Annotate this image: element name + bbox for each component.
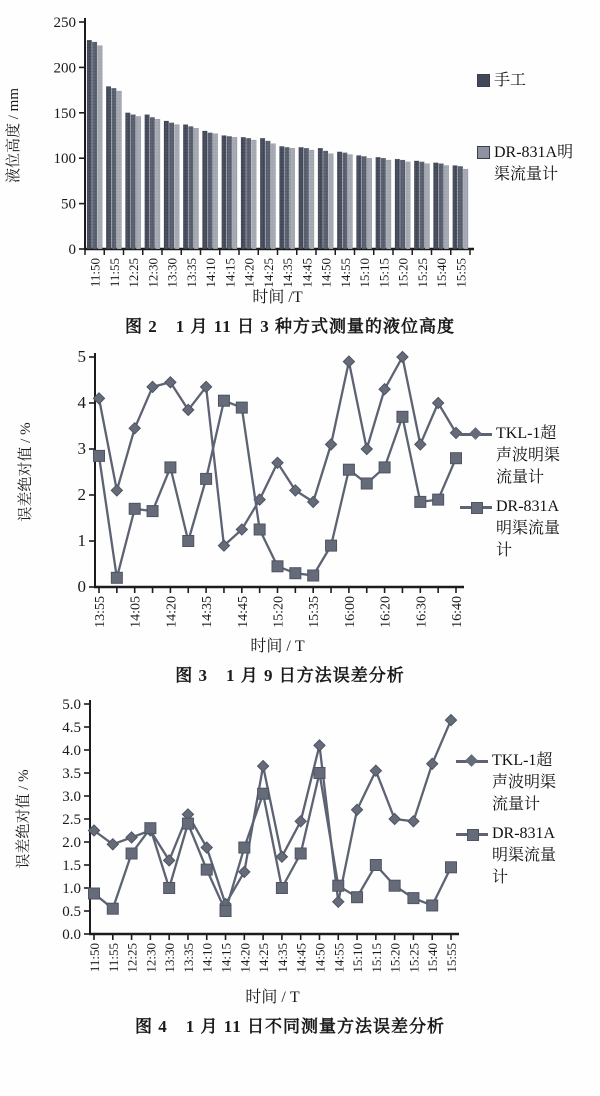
svg-text:14:50: 14:50 — [312, 943, 328, 973]
svg-text:15:25: 15:25 — [406, 943, 422, 973]
svg-text:0: 0 — [68, 242, 76, 258]
svg-text:11:50: 11:50 — [87, 258, 103, 288]
legend-label: 手工 — [494, 72, 527, 89]
svg-text:14:55: 14:55 — [331, 943, 347, 973]
svg-text:14:05: 14:05 — [128, 596, 144, 628]
svg-text:16:30: 16:30 — [414, 596, 430, 628]
svg-text:15:15: 15:15 — [368, 943, 384, 973]
svg-text:5.0: 5.0 — [62, 697, 81, 713]
svg-text:3: 3 — [77, 439, 86, 458]
svg-text:15:10: 15:10 — [350, 943, 366, 973]
svg-text:14:25: 14:25 — [260, 258, 276, 288]
svg-text:14:10: 14:10 — [203, 258, 219, 288]
svg-text:100: 100 — [53, 151, 76, 168]
svg-text:200: 200 — [53, 60, 76, 77]
svg-text:14:45: 14:45 — [299, 258, 315, 288]
figure-3 — [0, 337, 600, 686]
svg-text:14:35: 14:35 — [280, 258, 296, 288]
legend-label: TKL-1超声波明渠流量计 — [492, 752, 557, 814]
svg-text:误差绝对值 / %: 误差绝对值 / % — [16, 769, 32, 869]
figure-3-caption: 图 3 1 月 9 日方法误差分析 — [175, 666, 405, 685]
svg-text:时间 / T: 时间 / T — [245, 989, 300, 1006]
diamond-marker-icon — [460, 425, 492, 443]
svg-text:0.5: 0.5 — [62, 904, 81, 920]
svg-text:14:15: 14:15 — [222, 258, 238, 288]
svg-text:1.5: 1.5 — [62, 858, 81, 874]
svg-text:150: 150 — [53, 105, 76, 122]
svg-text:12:30: 12:30 — [143, 943, 159, 973]
svg-text:时间 / T: 时间 / T — [250, 638, 305, 655]
svg-text:14:35: 14:35 — [274, 943, 290, 973]
legend-item — [477, 70, 578, 92]
figure-4 — [0, 686, 600, 1037]
legend-figure-3 — [460, 423, 568, 562]
svg-text:2.5: 2.5 — [62, 812, 81, 828]
svg-text:15:20: 15:20 — [387, 943, 403, 973]
svg-text:误差绝对值 / %: 误差绝对值 / % — [18, 422, 34, 522]
legend-label: DR-831A明渠流量计 — [494, 144, 574, 184]
svg-text:13:35: 13:35 — [180, 943, 196, 973]
svg-text:5: 5 — [77, 347, 86, 366]
svg-text:13:30: 13:30 — [162, 943, 178, 973]
svg-text:15:40: 15:40 — [434, 258, 450, 288]
svg-text:250: 250 — [53, 15, 76, 31]
svg-text:15:20: 15:20 — [271, 596, 287, 628]
legend-figure-2 — [477, 70, 578, 186]
figure-2-caption: 图 2 1 月 11 日 3 种方式测量的液位高度 — [124, 317, 456, 336]
svg-text:11:50: 11:50 — [87, 943, 102, 973]
svg-text:2: 2 — [77, 485, 86, 504]
svg-text:15:55: 15:55 — [444, 943, 459, 973]
svg-text:4.5: 4.5 — [62, 720, 81, 736]
svg-text:14:20: 14:20 — [164, 596, 180, 628]
svg-text:4: 4 — [77, 393, 86, 412]
svg-text:14:45: 14:45 — [235, 596, 251, 628]
legend-swatch-icon — [477, 74, 490, 87]
svg-text:14:15: 14:15 — [218, 943, 234, 973]
svg-text:15:20: 15:20 — [395, 258, 411, 288]
legend-swatch-icon — [477, 146, 490, 159]
svg-text:15:40: 15:40 — [425, 943, 441, 973]
legend-item — [456, 750, 564, 816]
svg-text:13:30: 13:30 — [164, 258, 180, 288]
svg-text:3.0: 3.0 — [62, 789, 81, 805]
svg-text:15:15: 15:15 — [376, 258, 392, 288]
svg-text:14:35: 14:35 — [200, 596, 216, 628]
svg-text:16:00: 16:00 — [342, 596, 358, 628]
svg-text:14:20: 14:20 — [241, 258, 257, 288]
svg-text:14:25: 14:25 — [256, 943, 272, 973]
svg-text:13:55: 13:55 — [93, 596, 108, 628]
svg-text:时间 /T: 时间 /T — [252, 289, 303, 306]
svg-text:12:25: 12:25 — [126, 258, 142, 288]
svg-text:12:30: 12:30 — [145, 258, 161, 288]
legend-item — [460, 423, 568, 489]
svg-text:16:40: 16:40 — [450, 596, 465, 628]
figure-2 — [0, 0, 600, 337]
svg-text:2.0: 2.0 — [62, 835, 81, 851]
svg-text:15:25: 15:25 — [414, 258, 430, 288]
legend-item — [456, 823, 564, 889]
square-marker-icon — [460, 498, 492, 516]
svg-text:14:20: 14:20 — [237, 943, 253, 973]
svg-text:13:35: 13:35 — [183, 258, 199, 288]
svg-text:14:55: 14:55 — [337, 258, 353, 288]
legend-item — [460, 496, 568, 562]
svg-text:0: 0 — [77, 577, 86, 596]
svg-text:11:55: 11:55 — [105, 943, 121, 973]
svg-text:14:10: 14:10 — [199, 943, 215, 973]
figure-4-caption: 图 4 1 月 11 日不同测量方法误差分析 — [134, 1017, 446, 1036]
diamond-marker-icon — [456, 752, 488, 770]
svg-text:16:20: 16:20 — [378, 596, 394, 628]
svg-text:0.0: 0.0 — [62, 927, 81, 943]
svg-text:15:10: 15:10 — [357, 258, 373, 288]
svg-text:4.0: 4.0 — [62, 743, 81, 759]
square-marker-icon — [456, 825, 488, 843]
svg-text:50: 50 — [61, 196, 76, 213]
svg-text:14:50: 14:50 — [318, 258, 334, 288]
legend-label: DR-831A明渠流量计 — [496, 498, 561, 560]
svg-text:3.5: 3.5 — [62, 766, 81, 782]
svg-text:12:25: 12:25 — [124, 943, 140, 973]
svg-text:1: 1 — [77, 531, 86, 550]
legend-figure-4 — [456, 750, 564, 889]
svg-text:15:55: 15:55 — [453, 258, 469, 288]
legend-label: TKL-1超声波明渠流量计 — [496, 425, 561, 487]
legend-label: DR-831A明渠流量计 — [492, 825, 557, 887]
svg-text:14:45: 14:45 — [293, 943, 309, 973]
svg-text:1.0: 1.0 — [62, 881, 81, 897]
svg-text:15:35: 15:35 — [307, 596, 323, 628]
svg-text:液位高度 / mm: 液位高度 / mm — [6, 87, 22, 184]
svg-text:11:55: 11:55 — [106, 258, 122, 288]
legend-item — [477, 142, 578, 186]
